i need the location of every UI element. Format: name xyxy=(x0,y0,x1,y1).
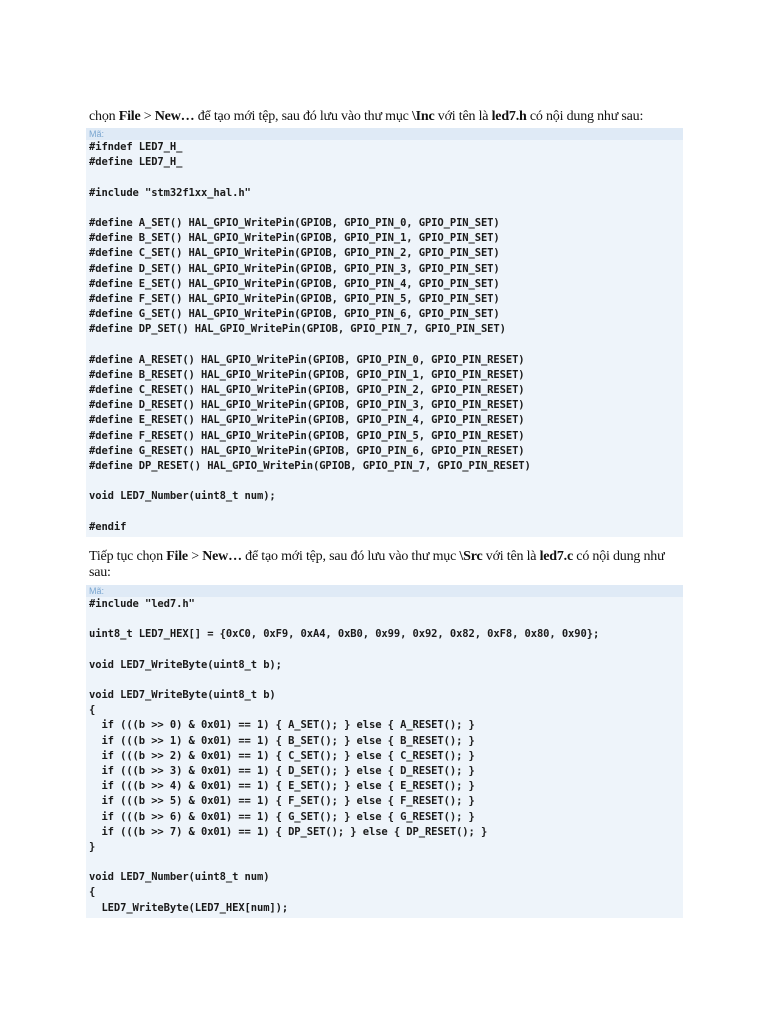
code-line: #define A_SET() HAL_GPIO_WritePin(GPIOB, GPIO_PIN_0, GPIO_PIN_SET) xyxy=(89,216,500,229)
code-line: if (((b >> 2) & 0x01) == 1) { C_SET(); } else { C_RESET(); } xyxy=(89,749,475,762)
code-line: #include "led7.h" xyxy=(89,597,195,610)
para-text: > xyxy=(140,109,155,124)
code-line xyxy=(89,855,680,870)
file-name: led7.h xyxy=(491,109,527,124)
code-line: } xyxy=(89,840,96,853)
code-line xyxy=(89,337,680,352)
menu-file: File xyxy=(166,548,188,564)
code-block-header-file xyxy=(86,128,683,537)
code-line: { xyxy=(89,886,96,899)
code-line: #define E_SET() HAL_GPIO_WritePin(GPIOB, GPIO_PIN_4, GPIO_PIN_SET) xyxy=(89,277,500,290)
folder-name: \Src xyxy=(459,548,483,564)
code-line: void LED7_WriteByte(uint8_t b); xyxy=(89,658,282,671)
code-line: if (((b >> 5) & 0x01) == 1) { F_SET(); } else { F_RESET(); } xyxy=(89,795,475,808)
code-line: #include "stm32f1xx_hal.h" xyxy=(89,186,251,199)
code-lines xyxy=(89,140,680,535)
code-line: { xyxy=(89,704,96,717)
code-line: void LED7_WriteByte(uint8_t b) xyxy=(89,689,276,701)
para-text: với tên là xyxy=(482,548,540,564)
code-line: #define F_SET() HAL_GPIO_WritePin(GPIOB, GPIO_PIN_5, GPIO_PIN_SET) xyxy=(89,292,500,305)
code-line: if (((b >> 4) & 0x01) == 1) { E_SET(); } else { E_RESET(); } xyxy=(89,780,475,793)
code-block-source-file xyxy=(86,585,683,918)
code-line: void LED7_Number(uint8_t num) xyxy=(89,871,270,884)
code-line: #define F_RESET() HAL_GPIO_WritePin(GPIOB, GPIO_PIN_5, GPIO_PIN_RESET) xyxy=(89,429,525,442)
code-line: #define DP_SET() HAL_GPIO_WritePin(GPIOB, GPIO_PIN_7, GPIO_PIN_SET) xyxy=(89,323,506,336)
code-line: void LED7_Number(uint8_t num); xyxy=(89,490,276,503)
code-line: #define E_RESET() HAL_GPIO_WritePin(GPIOB, GPIO_PIN_4, GPIO_PIN_RESET) xyxy=(89,414,525,427)
code-lines xyxy=(89,597,680,916)
code-line: if (((b >> 1) & 0x01) == 1) { B_SET(); } else { B_RESET(); } xyxy=(89,734,475,747)
folder-name: \Inc xyxy=(411,109,435,124)
code-line: #define DP_RESET() HAL_GPIO_WritePin(GPIOB, GPIO_PIN_7, GPIO_PIN_RESET) xyxy=(89,459,531,472)
code-line: #define C_SET() HAL_GPIO_WritePin(GPIOB, GPIO_PIN_2, GPIO_PIN_SET) xyxy=(89,247,500,260)
instruction-paragraph-header xyxy=(89,109,680,125)
instruction-paragraph-source xyxy=(89,549,680,581)
code-line: uint8_t LED7_HEX[] = {0xC0, 0xF9, 0xA4, 0xB0, 0x99, 0x92, 0x82, 0xF8, 0x80, 0x90}; xyxy=(89,628,600,641)
code-line: LED7_WriteByte(LED7_HEX[num]); xyxy=(89,901,289,914)
code-line xyxy=(89,642,680,657)
para-text: có nội dung như sau: xyxy=(89,548,665,580)
code-label: Mã: xyxy=(86,585,683,597)
code-line: #define B_SET() HAL_GPIO_WritePin(GPIOB, GPIO_PIN_1, GPIO_PIN_SET) xyxy=(89,232,500,245)
code-line: #define LED7_H_ xyxy=(89,156,183,169)
code-line: #define G_SET() HAL_GPIO_WritePin(GPIOB, GPIO_PIN_6, GPIO_PIN_SET) xyxy=(89,308,500,321)
code-line xyxy=(89,673,680,688)
code-line: if (((b >> 7) & 0x01) == 1) { DP_SET(); } else { DP_RESET(); } xyxy=(89,825,488,838)
code-line xyxy=(89,474,680,489)
code-line xyxy=(89,505,680,520)
code-line: #ifndef LED7_H_ xyxy=(89,141,183,153)
code-line: if (((b >> 3) & 0x01) == 1) { D_SET(); } else { D_RESET(); } xyxy=(89,764,475,777)
menu-file: File xyxy=(118,109,141,124)
para-text: để tạo mới tệp, sau đó lưu vào thư mục xyxy=(194,109,412,124)
code-line: if (((b >> 0) & 0x01) == 1) { A_SET(); } else { A_RESET(); } xyxy=(89,719,475,732)
code-line: #define D_SET() HAL_GPIO_WritePin(GPIOB, GPIO_PIN_3, GPIO_PIN_SET) xyxy=(89,262,500,275)
para-text: với tên là xyxy=(434,109,492,124)
menu-new: New… xyxy=(154,109,195,124)
code-line xyxy=(89,170,680,185)
file-name: led7.c xyxy=(539,548,573,564)
para-text: Tiếp tục chọn xyxy=(89,548,167,564)
code-line: #define G_RESET() HAL_GPIO_WritePin(GPIOB, GPIO_PIN_6, GPIO_PIN_RESET) xyxy=(89,444,525,457)
code-line xyxy=(89,612,680,627)
para-text: có nội dung như sau: xyxy=(526,109,644,124)
para-text: chọn xyxy=(89,109,119,124)
para-text: để tạo mới tệp, sau đó lưu vào thư mục xyxy=(241,548,460,564)
code-line: #define C_RESET() HAL_GPIO_WritePin(GPIOB, GPIO_PIN_2, GPIO_PIN_RESET) xyxy=(89,384,525,396)
code-line: #define A_RESET() HAL_GPIO_WritePin(GPIOB, GPIO_PIN_0, GPIO_PIN_RESET) xyxy=(89,353,525,366)
code-line: #define D_RESET() HAL_GPIO_WritePin(GPIOB, GPIO_PIN_3, GPIO_PIN_RESET) xyxy=(89,399,525,412)
code-line: if (((b >> 6) & 0x01) == 1) { G_SET(); } else { G_RESET(); } xyxy=(89,810,475,823)
code-line: #define B_RESET() HAL_GPIO_WritePin(GPIOB, GPIO_PIN_1, GPIO_PIN_RESET) xyxy=(89,368,525,381)
code-label: Mã: xyxy=(86,128,683,140)
code-line: #endif xyxy=(89,520,127,533)
document-page xyxy=(89,109,680,918)
menu-new: New… xyxy=(202,548,242,564)
code-line xyxy=(89,201,680,216)
para-text: > xyxy=(187,548,203,564)
